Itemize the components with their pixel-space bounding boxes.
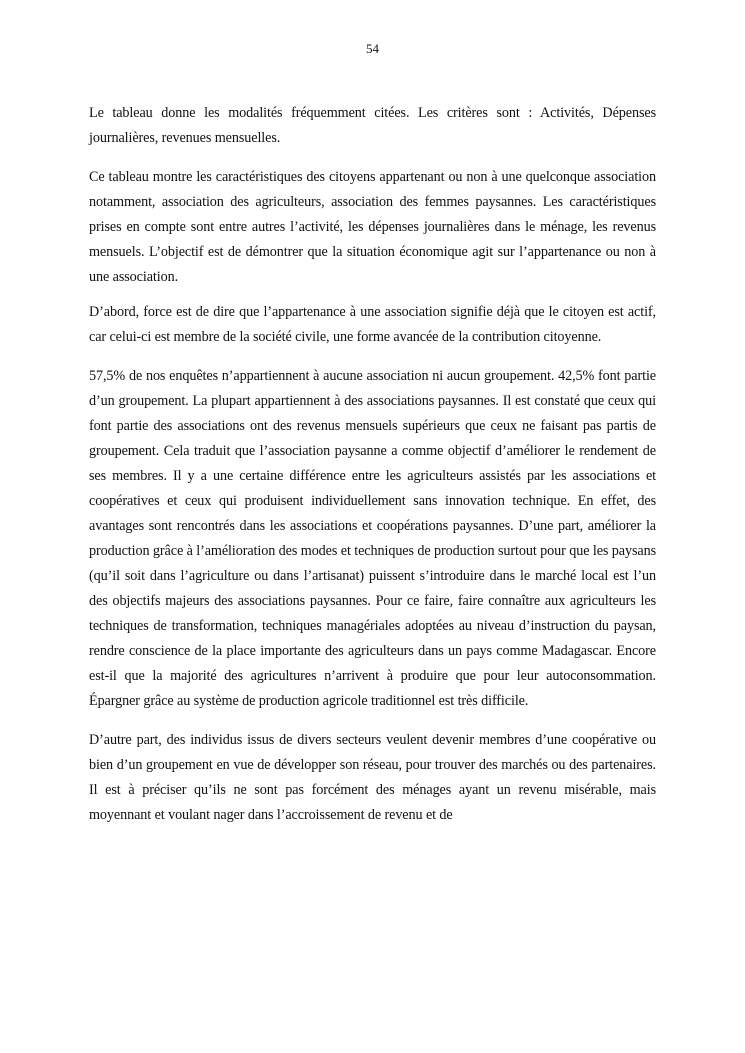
- paragraph-table-description: Ce tableau montre les caractéristiques des citoyens appartenant ou non à une quelconque association notamment, association des agriculteurs, association des femmes paysannes. Les caractéristiques prises en compte sont entre autres l’activité, les dépenses journalières dans le ménage, les revenus mensuels. L’objectif est de démontrer que la situation économique agit sur l’appartenance ou non à une association.: [89, 169, 656, 285]
- document-body: [89, 101, 656, 828]
- paragraph-table-criteria: Le tableau donne les modalités fréquemment citées. Les critères sont : Activités, Dépenses journalières, revenues mensuelles.: [89, 105, 656, 146]
- paragraph-other-sectors: D’autre part, des individus issus de divers secteurs veulent devenir membres d’une coopérative ou bien d’un groupement en vue de développer son réseau, pour trouver des marchés ou des partenaires. Il est à préciser qu’ils ne sont pas forcément des ménages ayant un revenu misérable, mais moyennant et voulant nager dans l’accroissement de revenu et de: [89, 732, 656, 823]
- paragraph-association-membership: D’abord, force est de dire que l’appartenance à une association signifie déjà que le citoyen est actif, car celui-ci est membre de la société civile, une forme avancée de la contribution citoyenne.: [89, 304, 656, 345]
- page-number: 54: [366, 41, 379, 56]
- paragraph-survey-results: 57,5% de nos enquêtes n’appartiennent à aucune association ni aucun groupement. 42,5% font partie d’un groupement. La plupart appartiennent à des associations paysannes. Il est constaté que ceux qui font partie des associations ont des revenus mensuels supérieurs que ceux ne faisant pas partis de groupement. Cela traduit que l’association paysanne a comme objectif d’améliorer le rendement de ses membres. Il y a une certaine différence entre les agriculteurs assistés par les associations et coopératives et ceux qui produisent individuellement sans innovation technique. En effet, des avantages sont rencontrés dans les associations et coopérations paysannes. D’une part, améliorer la production grâce à l’amélioration des modes et techniques de production surtout pour que les paysans (qu’il soit dans l’agriculture ou dans l’artisanat) puissent s’introduire dans le marché local est l’un des objectifs majeurs des associations paysannes. Pour ce faire, faire connaître aux agriculteurs les techniques de transformation, techniques managériales adoptées au niveau d’instruction du paysan, rendre conscience de la place importante des agriculteurs dans un pays comme Madagascar. Encore est-il que la majorité des agricultures n’arrivent à produire que pour leur autoconsommation. Épargner grâce au système de production agricole traditionnel est très difficile.: [89, 368, 656, 709]
